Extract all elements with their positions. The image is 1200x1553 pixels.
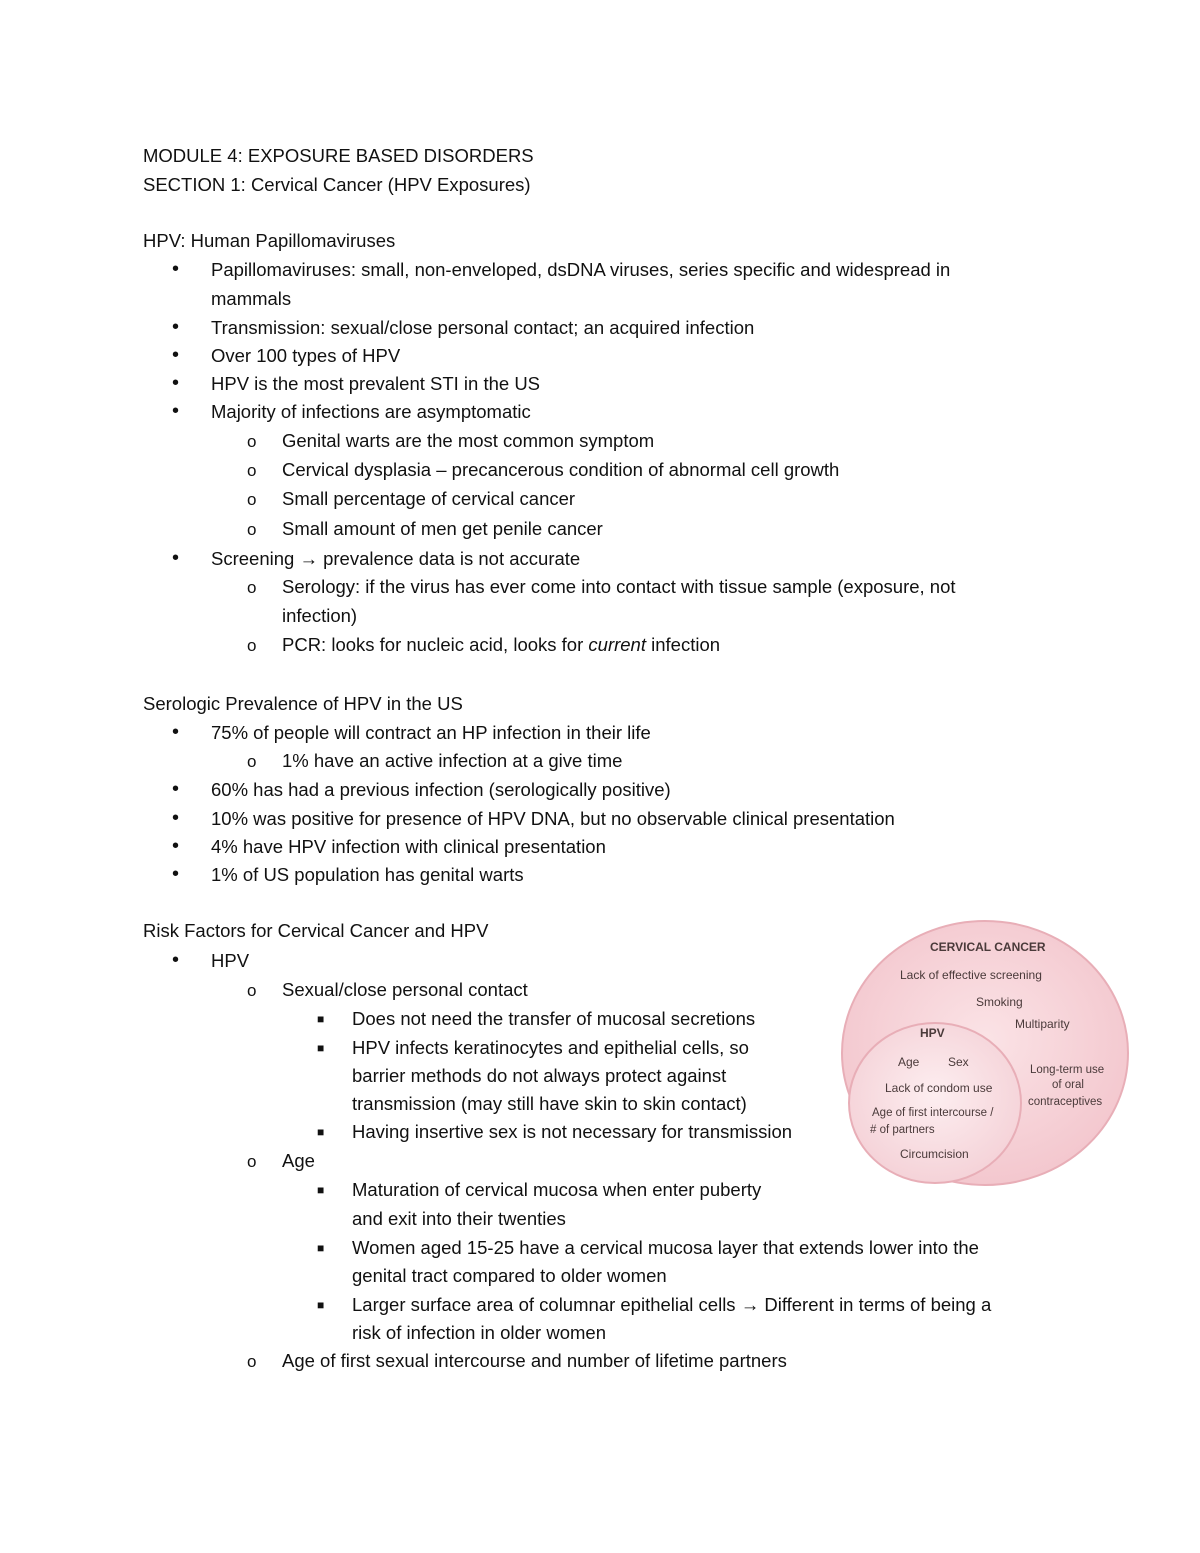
bullet-icon: • [172,835,180,857]
square-bullet-icon: ■ [317,1041,325,1055]
circle-bullet-icon: o [247,1152,257,1171]
inner-item-circumcision: Circumcision [900,1147,969,1161]
risk-contact-item-2: HPV infects keratinocytes and epithelial cells, so [352,1037,749,1058]
module-title: MODULE 4: EXPOSURE BASED DISORDERS [143,145,534,166]
bullet-icon: • [172,258,180,280]
outer-item-multiparity: Multiparity [1015,1017,1070,1031]
circle-bullet-icon: o [247,461,257,480]
bullet-icon: • [172,372,180,394]
hpv-bullet-4: HPV is the most prevalent STI in the US [211,373,541,394]
hpv-bullet-3: Over 100 types of HPV [211,345,401,366]
circle-bullet-icon: o [247,981,257,1000]
outer-item-contraceptives: Long-term use [1030,1064,1105,1076]
bullet-icon: • [172,344,180,366]
hpv-bullet-6-sub-1-cont: infection) [282,605,358,626]
square-bullet-icon: ■ [317,1125,325,1139]
inner-item-age: Age [898,1055,920,1069]
risk-heading: Risk Factors for Cervical Cancer and HPV [143,920,489,941]
outer-item-screening: Lack of effective screening [900,968,1042,982]
risk-age-item-1: Maturation of cervical mucosa when enter puberty [352,1179,762,1200]
risk-factor-venn-diagram [830,918,1130,1188]
section-title: SECTION 1: Cervical Cancer (HPV Exposures) [143,174,531,195]
bullet-icon: • [172,547,180,569]
risk-contact-item-2-cont: barrier methods do not always protect against [352,1065,727,1086]
inner-item-first-intercourse: Age of first intercourse / [872,1107,994,1119]
risk-contact-item-1: Does not need the transfer of mucosal secretions [352,1008,756,1029]
outer-item-contraceptives-cont: of oral [1052,1079,1084,1091]
risk-age-item-2-cont: genital tract compared to older women [352,1265,667,1286]
hpv-bullet-5-sub-3: Small percentage of cervical cancer [282,488,576,509]
serology-bullet-5: 1% of US population has genital warts [211,864,524,885]
square-bullet-icon: ■ [317,1183,325,1197]
serology-bullet-4: 4% have HPV infection with clinical presentation [211,836,606,857]
bullet-icon: • [172,778,180,800]
outer-item-smoking: Smoking [976,995,1023,1009]
outer-item-contraceptives-cont: contraceptives [1028,1096,1103,1108]
hpv-bullet-6-sub-2: PCR: looks for nucleic acid, looks for current infection [282,634,721,655]
hpv-bullet-5-sub-1: Genital warts are the most common symptom [282,430,655,451]
inner-item-condom: Lack of condom use [885,1081,993,1095]
hpv-bullet-2: Transmission: sexual/close personal contact; an acquired infection [211,317,755,338]
cervical-cancer-title: CERVICAL CANCER [930,940,1046,954]
hpv-bullet-1: Papillomaviruses: small, non-enveloped, dsDNA viruses, series specific and widespread in [211,259,951,280]
arrow-right-icon: → [299,548,318,569]
bullet-icon: • [172,863,180,885]
risk-age-item-3: Larger surface area of columnar epithelial cells → Different in terms of being a [352,1294,992,1315]
circle-bullet-icon: o [247,490,257,509]
circle-bullet-icon: o [247,520,257,539]
bullet-icon: • [172,721,180,743]
bullet-icon: • [172,949,180,971]
risk-contact-item-3: Having insertive sex is not necessary for transmission [352,1121,793,1142]
hpv-title: HPV [920,1026,945,1040]
serology-heading: Serologic Prevalence of HPV in the US [143,693,463,714]
risk-sub-contact: Sexual/close personal contact [282,979,528,1000]
risk-age-item-2: Women aged 15-25 have a cervical mucosa layer that extends lower into the [352,1237,979,1258]
serology-bullet-1: 75% of people will contract an HP infection in their life [211,722,651,743]
hpv-bullet-5-sub-2: Cervical dysplasia – precancerous condition of abnormal cell growth [282,459,840,480]
risk-sub-partners: Age of first sexual intercourse and number of lifetime partners [282,1350,787,1371]
hpv-bullet-6: Screening → prevalence data is not accurate [211,548,581,569]
circle-bullet-icon: o [247,578,257,597]
hpv-bullet-5-sub-4: Small amount of men get penile cancer [282,518,603,539]
arrow-right-icon: → [740,1294,760,1315]
circle-bullet-icon: o [247,636,257,655]
risk-age-item-3-cont: risk of infection in older women [352,1322,606,1343]
hpv-bullet-5: Majority of infections are asymptomatic [211,401,531,422]
risk-bullet-hpv: HPV [211,950,250,971]
inner-item-partners: # of partners [870,1124,935,1136]
inner-item-sex: Sex [948,1055,969,1069]
circle-bullet-icon: o [247,1352,257,1371]
risk-sub-age: Age [282,1150,315,1171]
circle-bullet-icon: o [247,752,257,771]
square-bullet-icon: ■ [317,1012,325,1026]
bullet-icon: • [172,316,180,338]
hpv-bullet-6-sub-1: Serology: if the virus has ever come into contact with tissue sample (exposure, not [282,576,956,597]
bullet-icon: • [172,400,180,422]
square-bullet-icon: ■ [317,1241,325,1255]
bullet-icon: • [172,807,180,829]
risk-contact-item-2-cont: transmission (may still have skin to skin contact) [352,1093,747,1114]
serology-bullet-3: 10% was positive for presence of HPV DNA, but no observable clinical presentation [211,808,895,829]
hpv-heading: HPV: Human Papillomaviruses [143,230,396,251]
serology-bullet-2: 60% has had a previous infection (serologically positive) [211,779,671,800]
square-bullet-icon: ■ [317,1298,325,1312]
risk-age-item-1-cont: and exit into their twenties [352,1208,566,1229]
hpv-bullet-1-cont: mammals [211,288,292,309]
circle-bullet-icon: o [247,432,257,451]
serology-bullet-1-sub-1: 1% have an active infection at a give time [282,750,623,771]
